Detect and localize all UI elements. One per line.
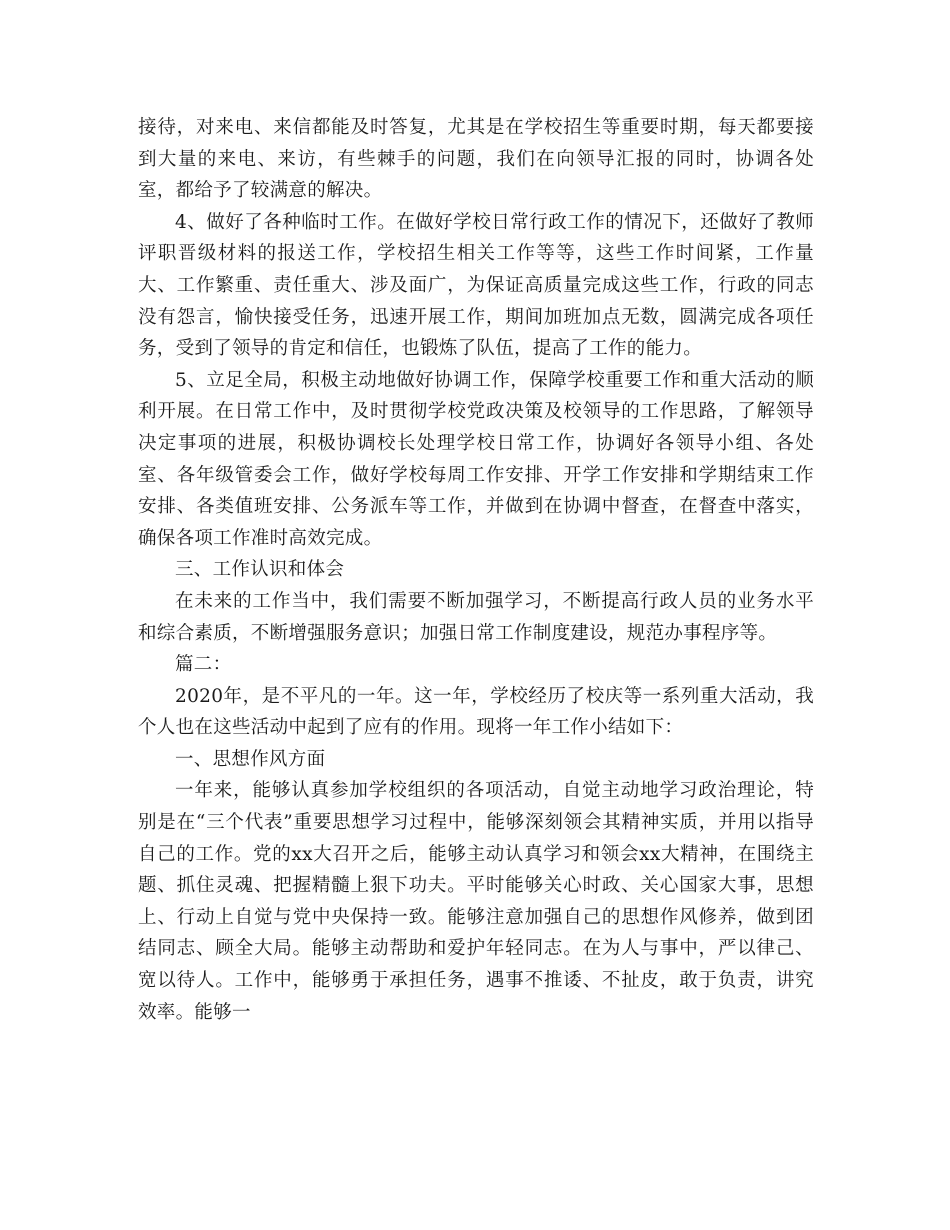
paragraph-reception: 接待，对来电、来信都能及时答复，尤其是在学校招生等重要时期，每天都要接到大量的来电、来访，有些棘手的问题，我们在向领导汇报的同时，协调各处室，都给予了较满意的解决。 [138,117,814,202]
section-heading-ideology: 一、思想作风方面 [175,748,326,770]
section-heading-understanding: 三、工作认识和体会 [175,559,345,581]
document-body [138,112,814,1028]
paragraph-coordination: 5、立足全局，积极主动地做好协调工作，保障学校重要工作和重大活动的顺利开展。在日常工作中，及时贯彻学校党政决策及校领导的工作思路，了解领导决定事项的进展，积极协调校长处理学校日常工作，协调好各领导小组、各处室、各年级管委会工作，做好学校每周工作安排、开学工作安排和学期结束工作安排、各类值班安排、公务派车等工作，并做到在协调中督查，在督查中落实，确保各项工作准时高效完成。 [138,369,814,549]
paragraph-temporary-work: 4、做好了各种临时工作。在做好学校日常行政工作的情况下，还做好了教师评职晋级材料的报送工作，学校招生相关工作等等，这些工作时间紧，工作量大、工作繁重、责任重大、涉及面广，为保证高质量完成这些工作，行政的同志没有怨言，愉快接受任务，迅速开展工作，期间加班加点无数，圆满完成各项任务，受到了领导的肯定和信任，也锻炼了队伍，提高了工作的能力。 [138,211,814,360]
paragraph-ideology: 一年来，能够认真参加学校组织的各项活动，自觉主动地学习政治理论，特别是在“三个代表”重要思想学习过程中，能够深刻领会其精神实质，并用以指导自己的工作。党的xx大召开之后，能够主动认真学习和领会xx大精神，在围绕主题、抓住灵魂、把握精髓上狠下功夫。平时能够关心时政、关心国家大事，思想上、行动上自觉与党中央保持一致。能够注意加强自己的思想作风修养，做到团结同志、顾全大局。能够主动帮助和爱护年轻同志。在为人与事中，严以律己、宽以待人。工作中，能够勇于承担任务，遇事不推诿、不扯皮，敢于负责，讲究效率。能够一 [138,780,814,1023]
paragraph-year-summary: 2020年，是不平凡的一年。这一年，学校经历了校庆等一系列重大活动，我个人也在这些活动中起到了应有的作用。现将一年工作小结如下： [138,685,814,739]
section-heading-part-two: 篇二： [175,654,232,676]
paragraph-future-work: 在未来的工作当中，我们需要不断加强学习，不断提高行政人员的业务水平和综合素质，不断增强服务意识；加强日常工作制度建设，规范办事程序等。 [138,590,814,644]
